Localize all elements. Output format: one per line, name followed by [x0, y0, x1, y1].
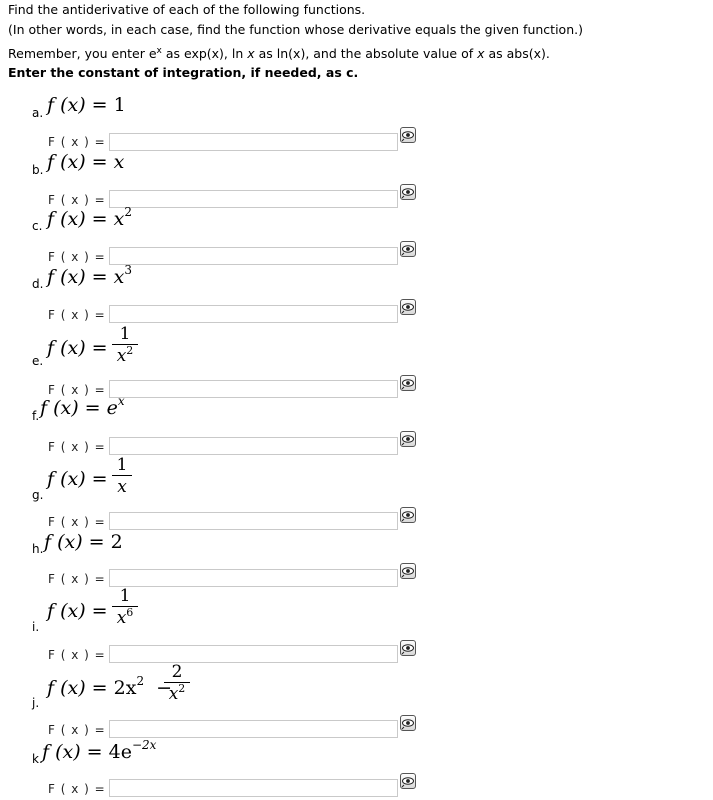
problem-letter: e. [32, 354, 44, 368]
eye-preview-icon[interactable] [400, 563, 416, 579]
answer-label: F ( x ) = [48, 723, 106, 737]
eye-preview-icon[interactable] [400, 431, 416, 447]
problem-function: f $(x) = 2x^2$ − [47, 674, 173, 699]
answer-input-d[interactable] [109, 305, 398, 323]
answer-label: F ( x ) = [48, 515, 106, 529]
instruction-line-2: (In other words, in each case, find the function whose derivative equals the given function.) [8, 22, 583, 37]
problem-letter: k. [32, 752, 43, 766]
problem-fraction: 1 $x^6$ [112, 587, 138, 627]
answer-input-g[interactable] [109, 512, 398, 530]
problem-function: f $(x) = e^x$ [40, 394, 125, 419]
problem-fraction: 2 $x^2$ [164, 663, 190, 703]
problem-letter: d. [32, 277, 44, 291]
answer-input-e[interactable] [109, 380, 398, 398]
problem-letter: b. [32, 163, 44, 177]
problem-letter: i. [32, 620, 40, 634]
eye-preview-icon[interactable] [400, 640, 416, 656]
eye-preview-icon[interactable] [400, 507, 416, 523]
answer-input-j[interactable] [109, 720, 398, 738]
answer-label: F ( x ) = [48, 572, 106, 586]
answer-input-f[interactable] [109, 437, 398, 455]
problem-function: f (x) = [47, 337, 108, 359]
problem-function: f (x) = [47, 600, 108, 622]
problem-fraction: 1 $x^2$ [112, 325, 138, 365]
problem-function: f $(x) = x^3$ [47, 263, 132, 288]
answer-label: F ( x ) = [48, 440, 106, 454]
problem-letter: j. [32, 696, 40, 710]
problem-function: f (x) = 2 [44, 531, 123, 553]
eye-preview-icon[interactable] [400, 715, 416, 731]
answer-input-k[interactable] [109, 779, 398, 797]
answer-label: F ( x ) = [48, 250, 106, 264]
eye-preview-icon[interactable] [400, 127, 416, 143]
problem-letter: f. [32, 409, 40, 423]
problem-function: f (x) = 1 [47, 94, 126, 116]
eye-preview-icon[interactable] [400, 375, 416, 391]
problem-letter: c. [32, 219, 43, 233]
answer-label: F ( x ) = [48, 308, 106, 322]
answer-label: F ( x ) = [48, 383, 106, 397]
problem-function: f (x) = [47, 468, 108, 490]
eye-preview-icon[interactable] [400, 184, 416, 200]
answer-label: F ( x ) = [48, 135, 106, 149]
answer-label: F ( x ) = [48, 193, 106, 207]
eye-preview-icon[interactable] [400, 299, 416, 315]
instruction-line-1: Find the antiderivative of each of the following functions. [8, 2, 366, 17]
problem-letter: g. [32, 488, 44, 502]
problem-fraction: 1 x [112, 456, 132, 496]
instruction-line-3: Remember, you enter $e^x$ as exp(x), ln x as ln(x), and the absolute value of x as abs(x). [8, 46, 550, 61]
instruction-line-4: Enter the constant of integration, if needed, as c. [8, 65, 359, 80]
problem-letter: a. [32, 106, 44, 120]
answer-label: F ( x ) = [48, 782, 106, 796]
answer-label: F ( x ) = [48, 648, 106, 662]
problem-function: f $(x) = x^2$ [47, 205, 132, 230]
answer-input-b[interactable] [109, 190, 398, 208]
eye-preview-icon[interactable] [400, 773, 416, 789]
answer-input-c[interactable] [109, 247, 398, 265]
answer-input-h[interactable] [109, 569, 398, 587]
answer-input-a[interactable] [109, 133, 398, 151]
problem-function: f (x) = x [47, 151, 125, 173]
eye-preview-icon[interactable] [400, 241, 416, 257]
problem-function: f $(x) = 4e^{-2x}$ [42, 738, 157, 763]
problem-letter: h. [32, 542, 44, 556]
answer-input-i[interactable] [109, 645, 398, 663]
